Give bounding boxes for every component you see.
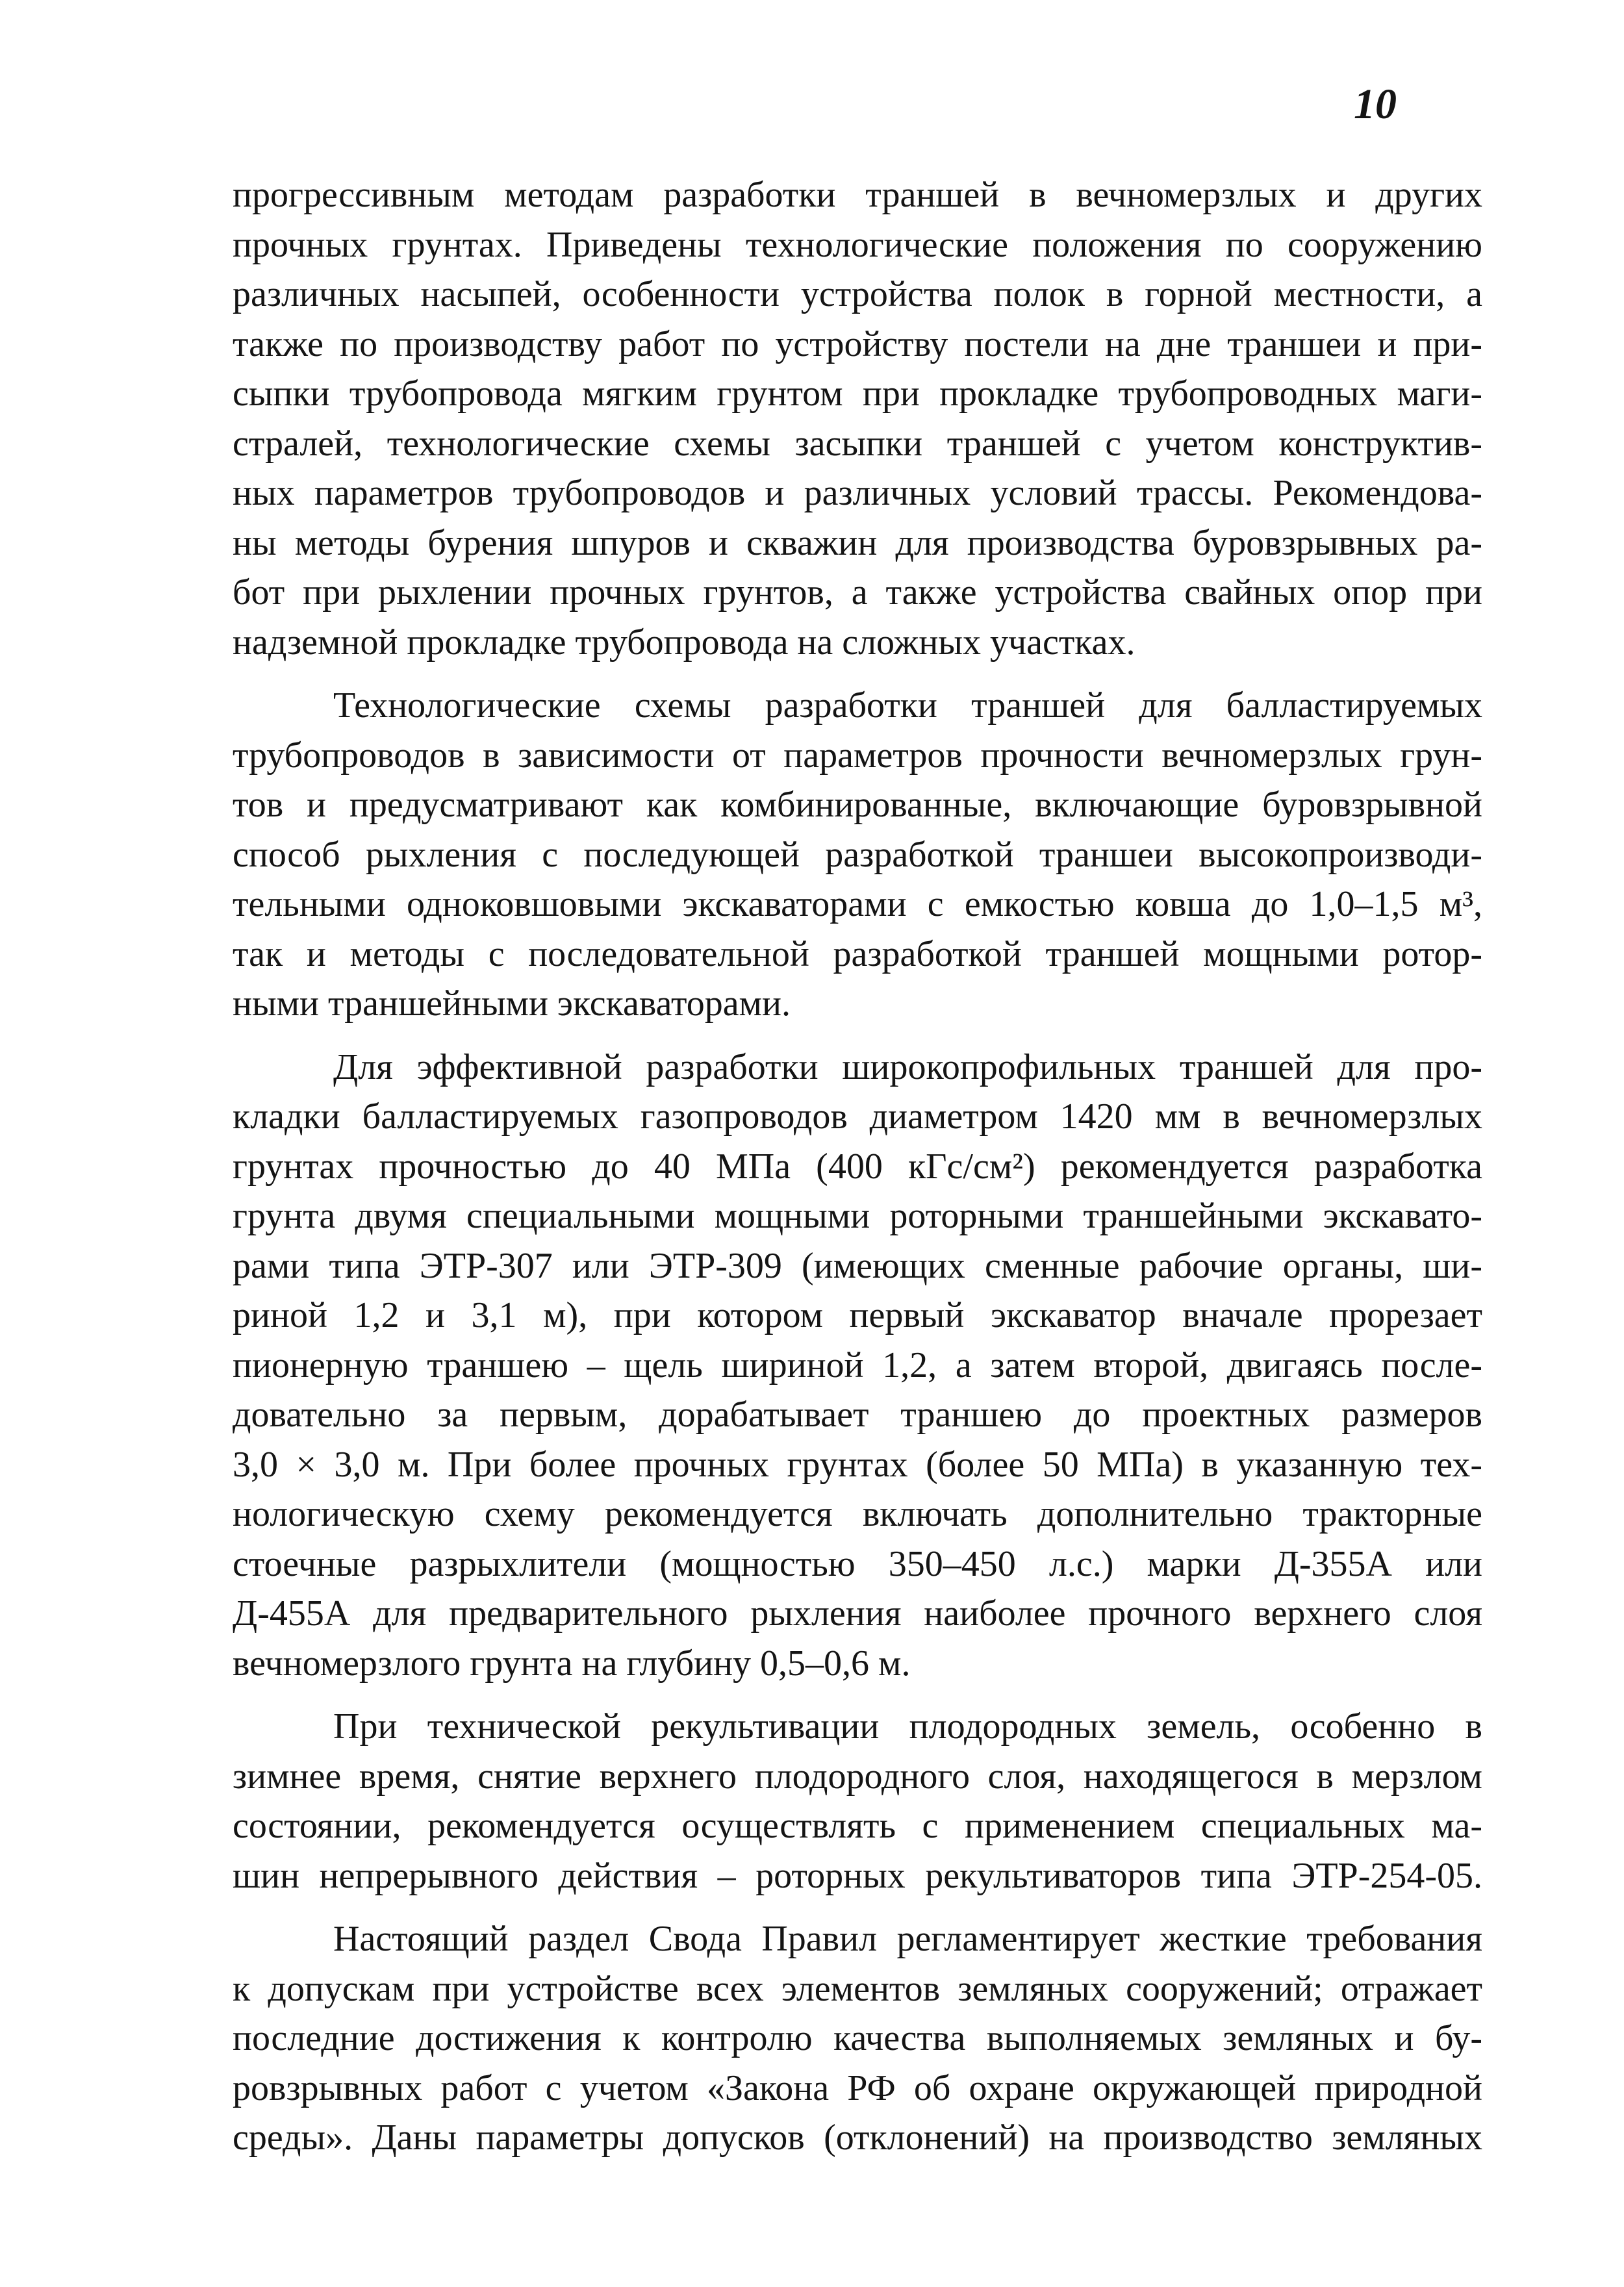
page-number: 10 — [1354, 81, 1397, 128]
paragraph — [233, 170, 1482, 667]
text-line: ных параметров трубопроводов и различных условий трассы. Рекомендова- — [233, 473, 1482, 513]
text-line: зимнее время, снятие верхнего плодородного слоя, находящегося в мерзлом — [233, 1756, 1482, 1797]
text-line: Настоящий раздел Свода Правил регламентирует жесткие требования — [333, 1919, 1482, 1959]
text-line: также по производству работ по устройству постели на дне траншеи и при- — [233, 323, 1482, 364]
text-line: тельными одноковшовыми экскаваторами с емкостью ковша до 1,0–1,5 м³, — [233, 884, 1482, 924]
paragraph — [233, 1702, 1482, 1901]
text-line: довательно за первым, дорабатывает траншею до проектных размеров — [233, 1395, 1482, 1435]
text-line: последние достижения к контролю качества выполняемых земляных и бу- — [233, 2018, 1482, 2058]
text-line: бот при рыхлении прочных грунтов, а также устройства свайных опор при — [233, 572, 1482, 613]
text-line: надземной прокладке трубопровода на сложных участках. — [233, 622, 1136, 663]
text-line: риной 1,2 и 3,1 м), при котором первый экскаватор вначале прорезает — [233, 1295, 1482, 1335]
text-line: ны методы бурения шпуров и скважин для производства буровзрывных ра- — [233, 522, 1482, 563]
text-line: 3,0 × 3,0 м. При более прочных грунтах (более 50 МПа) в указанную тех- — [233, 1444, 1482, 1485]
text-line: прочных грунтах. Приведены технологические положения по сооружению — [233, 224, 1482, 265]
text-line: прогрессивным методам разработки траншей в вечномерзлых и других — [233, 175, 1482, 215]
text-line: к допускам при устройстве всех элементов земляных сооружений; отражает — [233, 1968, 1482, 2009]
paragraph-gap — [233, 1029, 1482, 1042]
text-line: грунта двумя специальными мощными роторными траншейными экскавато- — [233, 1196, 1482, 1236]
text-line: рами типа ЭТР-307 или ЭТР-309 (имеющих сменные рабочие органы, ши- — [233, 1245, 1482, 1286]
text-line: Д-455А для предварительного рыхления наиболее прочного верхнего слоя — [233, 1593, 1482, 1634]
text-line: различных насыпей, особенности устройства полок в горной местности, а — [233, 274, 1482, 314]
paragraph — [233, 681, 1482, 1029]
text-line: тов и предусматривают как комбинированные, включающие буровзрывной — [233, 785, 1482, 825]
paragraph — [233, 1914, 1482, 2163]
text-line: ровзрывных работ с учетом «Закона РФ об охране окружающей природной — [233, 2067, 1482, 2108]
body-text — [233, 170, 1482, 2163]
text-line: грунтах прочностью до 40 МПа (400 кГс/см²) рекомендуется разработка — [233, 1146, 1482, 1187]
paragraph-gap — [233, 1901, 1482, 1914]
text-line: ными траншейными экскаваторами. — [233, 983, 791, 1024]
paragraph — [233, 1042, 1482, 1689]
text-line: состоянии, рекомендуется осуществлять с применением специальных ма- — [233, 1806, 1482, 1846]
text-line: шин непрерывного действия – роторных рекультиваторов типа ЭТР-254-05. — [233, 1855, 1482, 1896]
text-line: пионерную траншею – щель шириной 1,2, а затем второй, двигаясь после- — [233, 1345, 1482, 1385]
text-line: так и методы с последовательной разработкой траншей мощными ротор- — [233, 933, 1482, 974]
text-line: среды». Даны параметры допусков (отклонений) на производство земляных — [233, 2117, 1482, 2158]
paragraph-gap — [233, 1688, 1482, 1702]
text-line: Для эффективной разработки широкопрофильных траншей для про- — [333, 1046, 1482, 1087]
text-line: При технической рекультивации плодородных земель, особенно в — [333, 1706, 1482, 1747]
text-line: стралей, технологические схемы засыпки траншей с учетом конструктив- — [233, 423, 1482, 464]
text-line: сыпки трубопровода мягким грунтом при прокладке трубопроводных маги- — [233, 373, 1482, 414]
text-line: трубопроводов в зависимости от параметров прочности вечномерзлых грун- — [233, 735, 1482, 776]
text-line: кладки балластируемых газопроводов диаметром 1420 мм в вечномерзлых — [233, 1096, 1482, 1137]
text-line: Технологические схемы разработки траншей для балластируемых — [333, 685, 1482, 726]
text-line: способ рыхления с последующей разработкой траншеи высокопроизводи- — [233, 834, 1482, 875]
paragraph-gap — [233, 667, 1482, 681]
text-line: стоечные разрыхлители (мощностью 350–450 л.с.) марки Д-355А или — [233, 1543, 1482, 1584]
text-line: вечномерзлого грунта на глубину 0,5–0,6 м. — [233, 1643, 911, 1684]
text-line: нологическую схему рекомендуется включать дополнительно тракторные — [233, 1494, 1482, 1534]
